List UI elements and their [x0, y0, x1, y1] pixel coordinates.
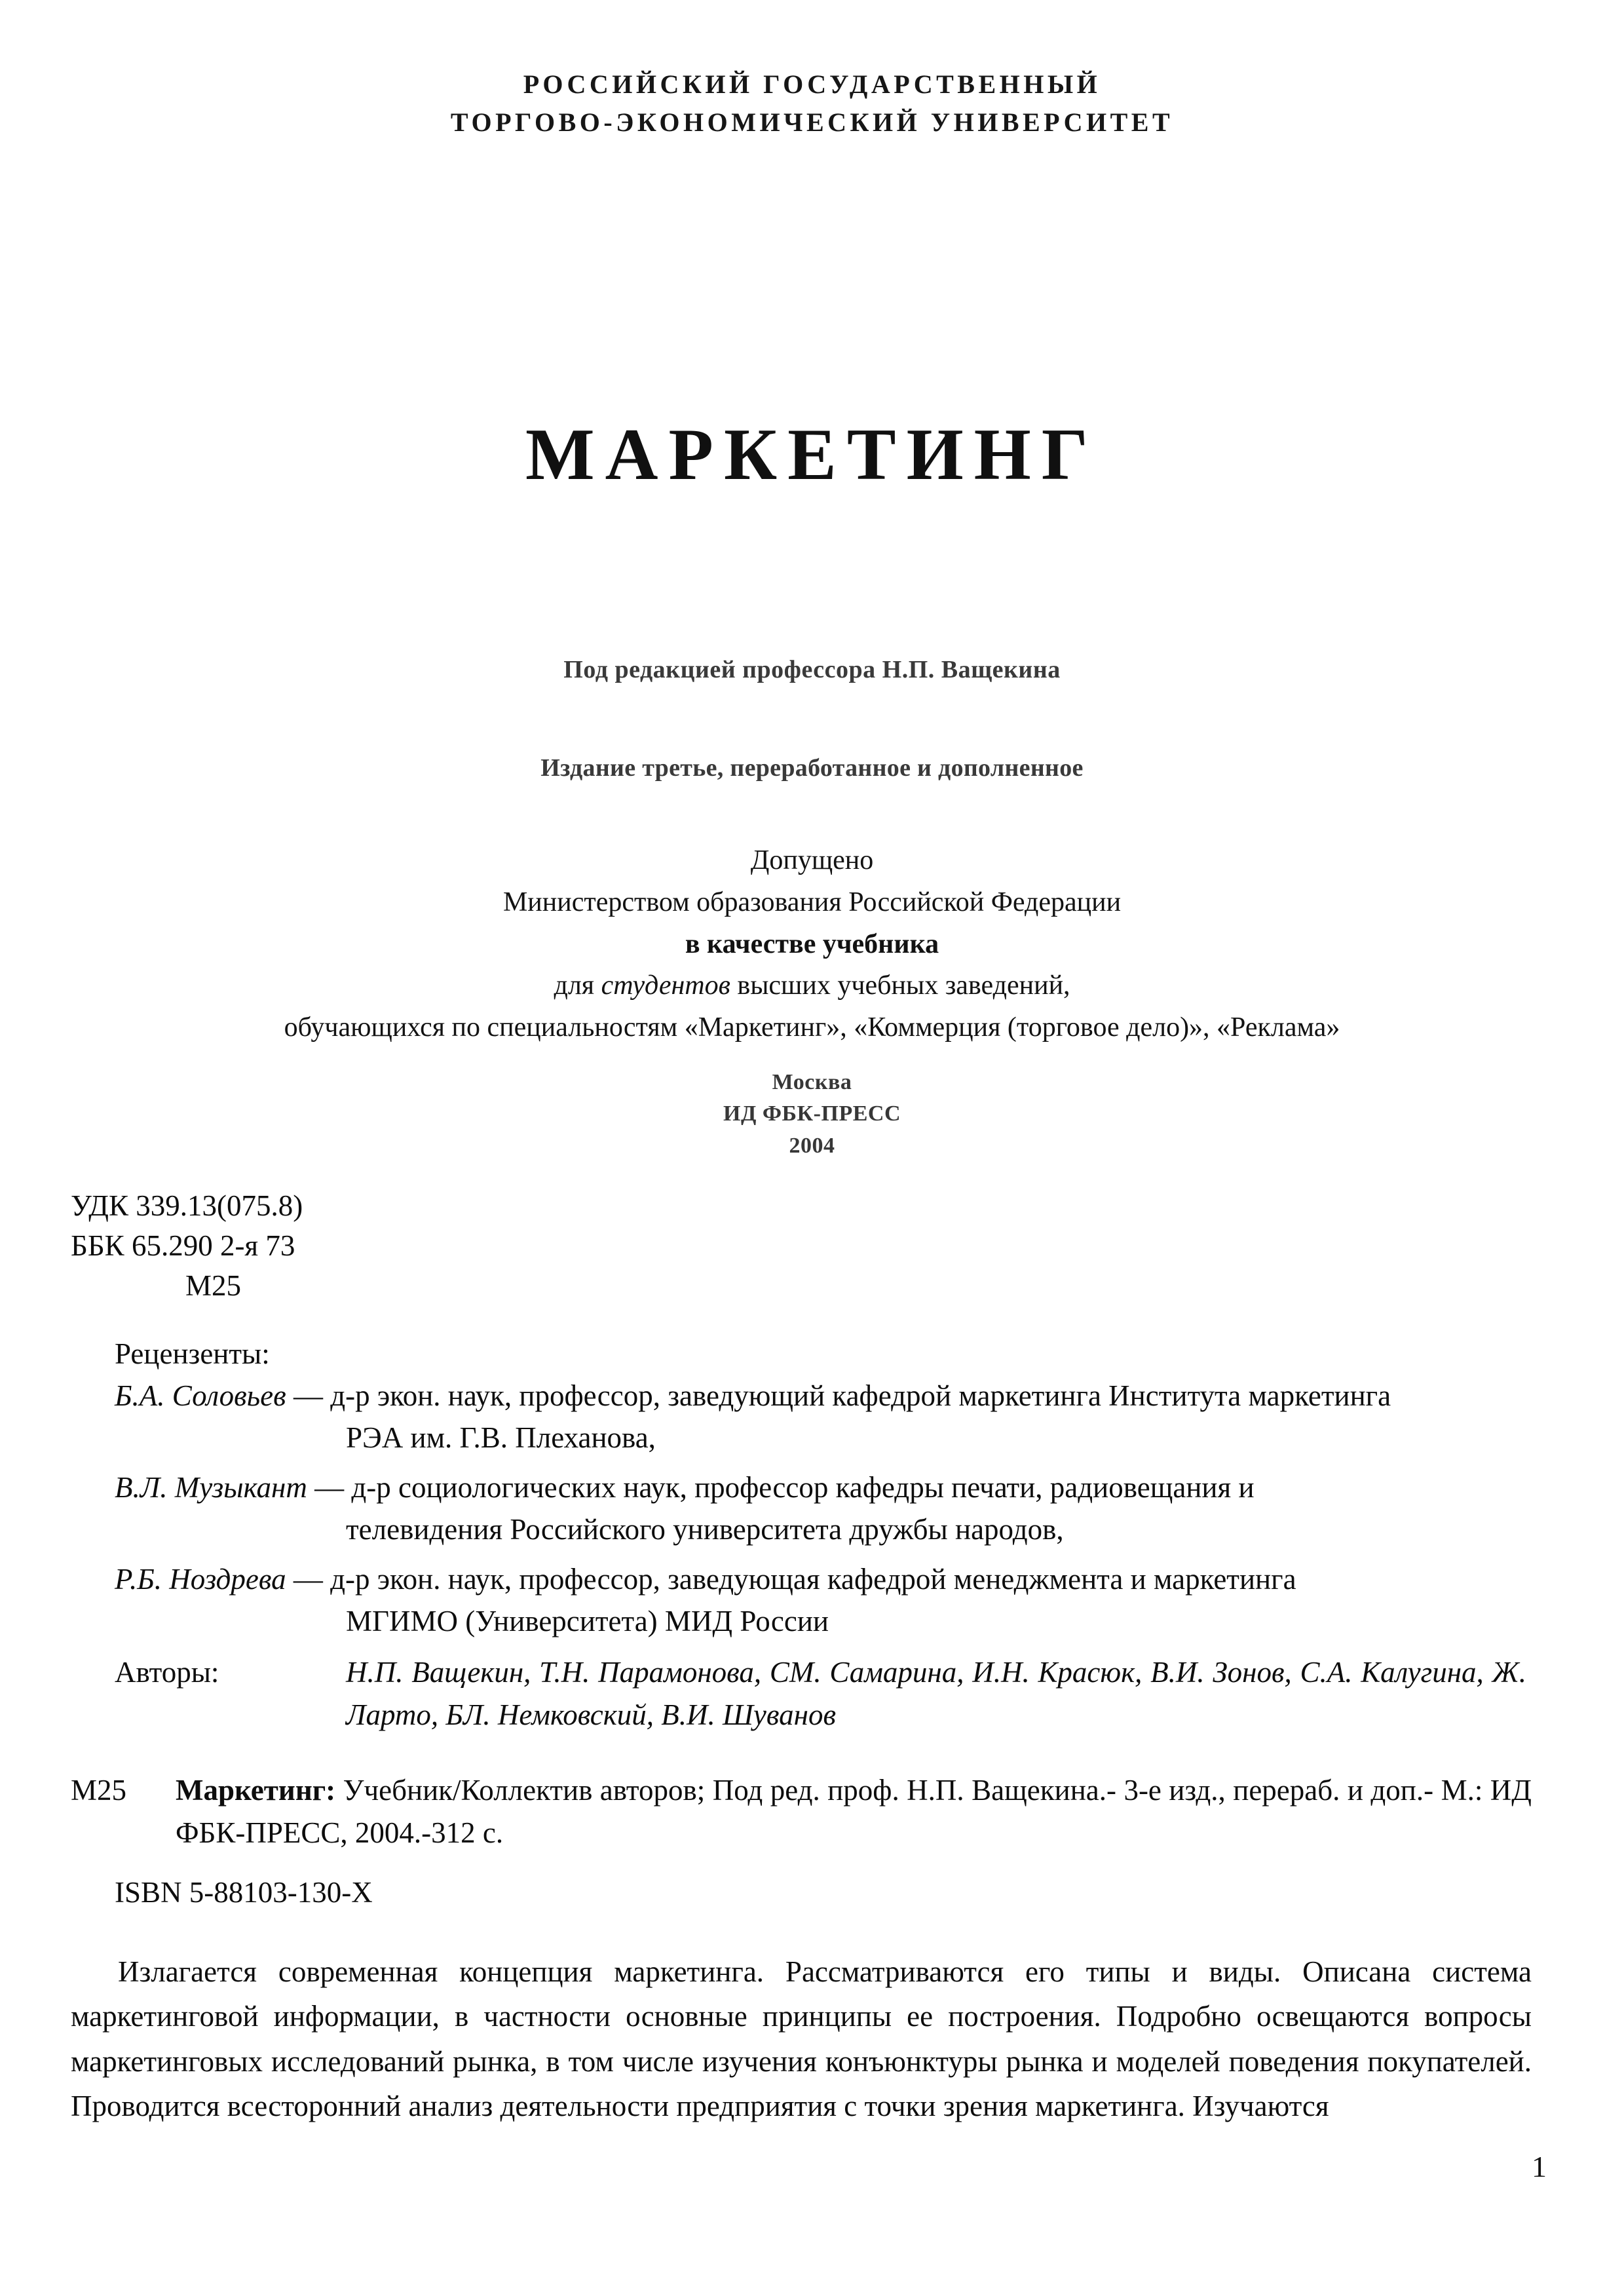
isbn: ISBN 5-88103-130-X — [115, 1876, 373, 1909]
approval-line-4 — [0, 965, 1624, 1007]
reviewer-name: Р.Б. Ноздрева — [115, 1563, 286, 1596]
authors-label: Авторы: — [115, 1656, 219, 1689]
reviewer-detail-line-1: — д-р экон. наук, профессор, заведующая кафедрой менеджмента и маркетинга — [286, 1563, 1296, 1596]
approval-line-4-suffix: высших учебных заведений, — [730, 970, 1070, 1001]
masthead-line-2: ТОРГОВО-ЭКОНОМИЧЕСКИЙ УНИВЕРСИТЕТ — [450, 107, 1174, 137]
edition-statement: Издание третье, переработанное и дополненное — [540, 754, 1084, 782]
page-number: 1 — [1532, 2150, 1547, 2183]
approval-line-1: Допущено — [750, 845, 874, 875]
reviewer-detail-line-2: телевидения Российского университета дружбы народов, — [346, 1513, 1064, 1546]
biblio-sigla: М25 — [71, 1774, 127, 1807]
reviewer-detail-line-2: РЭА им. Г.В. Плеханова, — [346, 1421, 656, 1455]
abstract-paragraph: Излагается современная концепция маркетинга. Рассматриваются его типы и виды. Описана система маркетинговой информации, в частности основные принципы ее построения. Подробно освещаются вопросы маркетинговых исследований рынка, в том числе изучения конъюнктуры рынка и моделей поведения покупателей. Проводится всесторонний анализ деятельности предприятия с точки зрения маркетинга. Изучаются — [71, 1955, 1532, 2123]
imprint-year: 2004 — [789, 1133, 835, 1158]
imprint-publisher: ИД ФБК-ПРЕСС — [723, 1101, 901, 1126]
reviewers-label: Рецензенты: — [115, 1337, 270, 1370]
authors-list: Н.П. Ващекин, Т.Н. Парамонова, СМ. Самарина, И.Н. Красюк, В.И. Зонов, С.А. Калугина, Ж. Ларто, БЛ. Немковский, В.И. Шуванов — [346, 1656, 1526, 1732]
reviewer-entry — [115, 1558, 1526, 1643]
biblio-body — [71, 1769, 1532, 1855]
reviewer-detail-line-1: — д-р социологических наук, профессор кафедры печати, радиовещания и — [307, 1471, 1255, 1504]
biblio-headword: Маркетинг: — [176, 1774, 336, 1807]
reviewer-entry — [115, 1466, 1526, 1551]
book-title: МАРКЕТИНГ — [525, 414, 1099, 495]
reviewer-name: В.Л. Музыкант — [115, 1471, 307, 1504]
bbk-code: ББК 65.290 2-я 73 — [71, 1229, 295, 1263]
masthead-line-1: РОССИЙСКИЙ ГОСУДАРСТВЕННЫЙ — [523, 69, 1101, 99]
ministry-approval-block — [0, 840, 1624, 1049]
reviewer-detail-line-1: — д-р экон. наук, профессор, заведующий кафедрой маркетинга Института маркетинга — [286, 1379, 1391, 1412]
bibliographic-description — [71, 1769, 1532, 1855]
shelf-mark: М25 — [185, 1269, 242, 1303]
imprint-block — [0, 1067, 1624, 1162]
approval-line-4-prefix: для — [554, 970, 601, 1001]
imprint-city: Москва — [772, 1070, 852, 1094]
reviewer-name: Б.А. Соловьев — [115, 1379, 286, 1412]
editor-credit: Под редакцией профессора Н.П. Ващекина — [563, 656, 1061, 683]
approval-line-4-italic: студентов — [601, 970, 730, 1001]
reviewer-entry — [115, 1375, 1526, 1459]
university-masthead — [0, 66, 1624, 142]
approval-line-2: Министерством образования Российской Федерации — [502, 887, 1122, 917]
approval-line-5: обучающихся по специальностям «Маркетинг», «Коммерция (торговое дело)», «Реклама» — [284, 1012, 1340, 1043]
classification-codes — [71, 1186, 303, 1307]
udk-code: УДК 339.13(075.8) — [71, 1189, 303, 1222]
approval-line-3: в качестве учебника — [685, 928, 939, 959]
biblio-detail: Учебник/Коллектив авторов; Под ред. проф. Н.П. Ващекина.- 3-е изд., перераб. и доп.- М.: ИД ФБК-ПРЕСС, 2004.-312 с. — [176, 1774, 1532, 1850]
authors-row — [115, 1651, 1526, 1737]
reviewer-detail-line-2: МГИМО (Университета) МИД России — [346, 1605, 829, 1638]
